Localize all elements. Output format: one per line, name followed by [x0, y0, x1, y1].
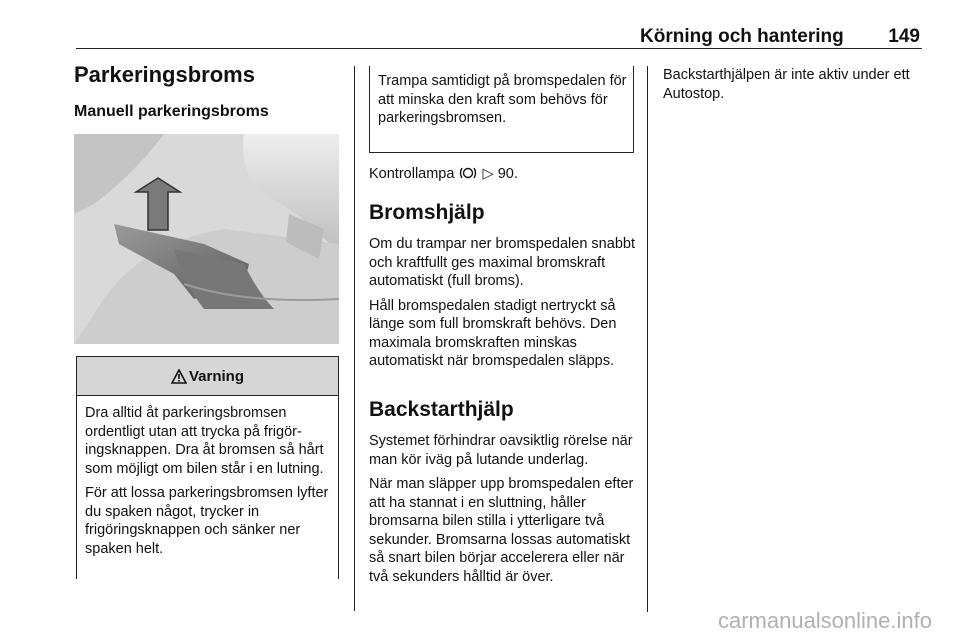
heading-bromshjalp: Bromshjälp [369, 201, 485, 224]
warning-box [76, 356, 339, 579]
control-lamp-label: Kontrollampa [369, 166, 455, 182]
bromshjalp-text [369, 235, 641, 377]
backstarthjalp-continued: Backstarthjälpen är inte aktiv under ett Autostop. [663, 67, 910, 102]
brake-lamp-icon [458, 166, 478, 180]
paragraph: När man släpper upp bromspedalen efter att ha stannat i en sluttning, håller bromsarna bilen stilla i ytterligare två sekunder. Bromsarna lossas automatiskt så snart bilen börjar accelerera eller när två sekunders hålltid är över. [369, 476, 634, 585]
warning-paragraph: Dra alltid åt parkeringsbromsen ordentligt utan att trycka på frigöringsknappen. Dra åt bromsen så hårt som möjligt om bilen står i en lutning. [85, 405, 324, 477]
column-divider [647, 66, 648, 612]
running-header: Körning och hantering [640, 26, 844, 47]
page-ref: 90. [497, 166, 518, 182]
handbrake-illustration [74, 134, 339, 344]
handbrake-drawing [74, 134, 339, 344]
warning-label: Varning [188, 367, 244, 385]
paragraph: Håll bromspedalen stadigt nertryckt så länge som full bromskraft behövs. Den maximala bromskraften minskas automatiskt när bromspedalen släpps. [369, 297, 617, 369]
warning-body [77, 396, 338, 558]
watermark: carmanualsonline.info [717, 608, 932, 633]
backstarthjalp-text [369, 432, 641, 592]
column-divider [354, 66, 355, 611]
paragraph: Om du trampar ner bromspedalen snabbt och kraftfullt ges maximal bromskraft automatiskt (full broms). [369, 236, 635, 289]
page-number: 149 [888, 26, 920, 47]
warning-triangle-icon [171, 369, 187, 384]
note-text: Trampa samtidigt på bromspedalen för att minska den kraft som behövs för parkeringsbromsen. [378, 73, 627, 126]
note-box [369, 66, 634, 153]
control-lamp-reference [369, 165, 641, 184]
subsection-title: Manuell parkeringsbroms [74, 103, 269, 120]
paragraph: Systemet förhindrar oavsiktlig rörelse när man kör iväg på lutande underlag. [369, 433, 633, 468]
warning-header [77, 357, 338, 396]
warning-paragraph: För att lossa parkeringsbromsen lyfter du spaken något, trycker in frigöringsknappen och sänker ner spaken helt. [85, 485, 329, 557]
section-title: Parkeringsbroms [74, 62, 255, 87]
header-rule [76, 48, 922, 49]
heading-backstarthjalp: Backstarthjälp [369, 398, 514, 421]
page-ref-arrow-icon: ▷ [482, 166, 494, 182]
